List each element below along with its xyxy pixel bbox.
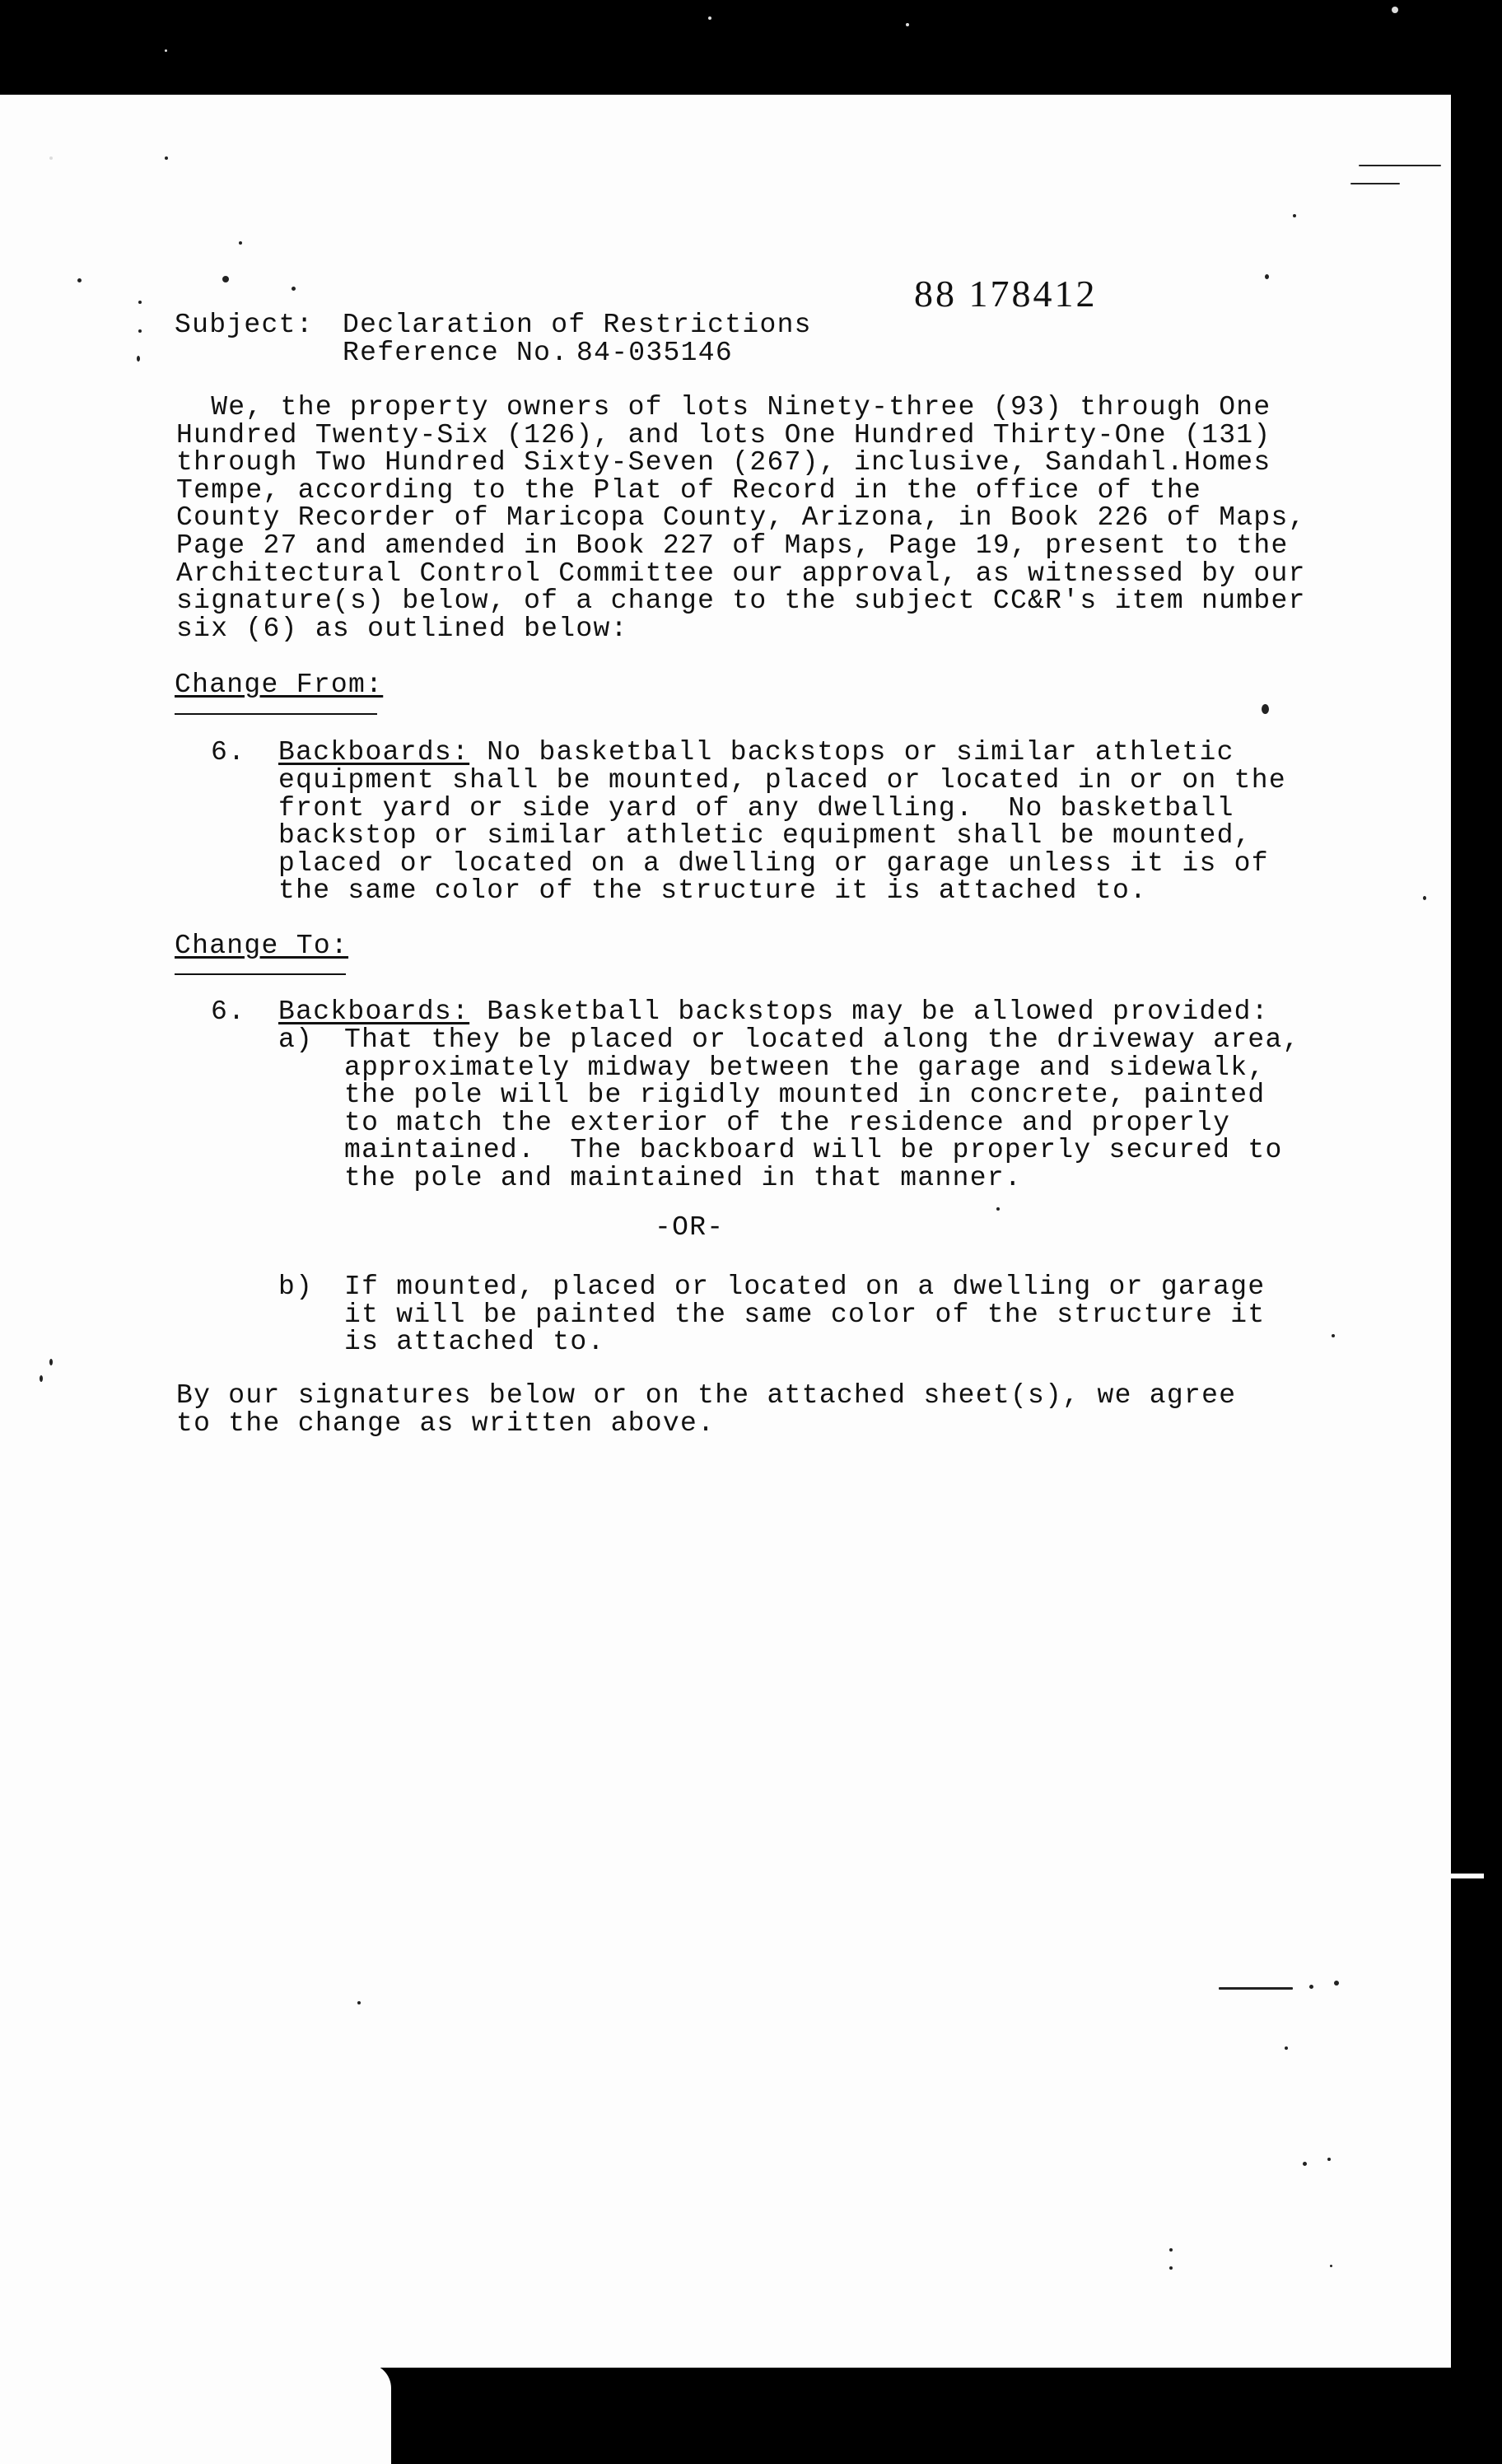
intro-line: County Recorder of Maricopa County, Arizona, in Book 226 of Maps, bbox=[176, 502, 1306, 534]
intro-paragraph bbox=[176, 394, 1306, 642]
item-a-line: to match the exterior of the residence and properly bbox=[344, 1107, 1231, 1138]
change-to-heading: Change To: bbox=[175, 931, 349, 961]
change-from-first-line bbox=[278, 739, 1234, 767]
subject-value: Declaration of Restrictions bbox=[343, 310, 812, 340]
intro-line: signature(s) below, of a change to the subject CC&R's item number bbox=[176, 586, 1306, 617]
intro-line: Page 27 and amended in Book 227 of Maps, Page 19, present to the bbox=[176, 530, 1289, 561]
item-a-line: the pole and maintained in that manner. bbox=[344, 1162, 1023, 1193]
change-from-line: equipment shall be mounted, placed or located in or on the bbox=[278, 765, 1286, 796]
item-b-line: is attached to. bbox=[344, 1327, 605, 1358]
change-from-line: the same color of the structure it is attached to. bbox=[278, 875, 1148, 907]
change-to-item-a bbox=[344, 1026, 1300, 1192]
change-from-line: backstop or similar athletic equipment shall be mounted, bbox=[278, 820, 1252, 852]
change-from-item-title: Backboards: bbox=[278, 737, 470, 768]
intro-line: We, the property owners of lots Ninety-three (93) through One bbox=[176, 392, 1271, 422]
intro-line: Tempe, according to the Plat of Record in the office of the bbox=[176, 474, 1202, 506]
subject-label: Subject: bbox=[175, 310, 314, 340]
change-to-item-title: Backboards: bbox=[278, 996, 470, 1027]
intro-line: Hundred Twenty-Six (126), and lots One Hundred Thirty-One (131) bbox=[176, 419, 1271, 450]
item-b-line: If mounted, placed or located on a dwelling or garage bbox=[344, 1272, 1266, 1302]
closing-paragraph bbox=[176, 1382, 1236, 1437]
reference-label: Reference No. bbox=[343, 338, 569, 368]
scan-edge bbox=[0, 2364, 391, 2464]
intro-line: Architectural Control Committee our approval, as witnessed by our bbox=[176, 558, 1306, 589]
change-from-item-number: 6. bbox=[211, 737, 246, 768]
document-number: 88 178412 bbox=[914, 273, 1098, 315]
change-to-item-b bbox=[344, 1273, 1265, 1356]
closing-line: to the change as written above. bbox=[176, 1407, 716, 1439]
change-from-body bbox=[278, 767, 1286, 905]
change-to-first-line-text: Basketball backstops may be allowed provided: bbox=[469, 996, 1269, 1027]
change-to-item-number: 6. bbox=[211, 996, 246, 1027]
change-from-heading: Change From: bbox=[175, 670, 384, 700]
change-from-double-rule bbox=[175, 713, 377, 715]
item-a-line: approximately midway between the garage and sidewalk, bbox=[344, 1052, 1266, 1083]
scan-edge-notch bbox=[1451, 1874, 1484, 1878]
item-a-line: maintained. The backboard will be properly secured to bbox=[344, 1135, 1283, 1166]
change-from-line: placed or located on a dwelling or garage unless it is of bbox=[278, 847, 1269, 879]
or-separator: -OR- bbox=[655, 1212, 725, 1243]
change-from-line: front yard or side yard of any dwelling. No basketball bbox=[278, 792, 1234, 824]
change-to-double-rule bbox=[175, 973, 346, 975]
item-a-line: That they be placed or located along the driveway area, bbox=[344, 1024, 1300, 1055]
change-to-first-line bbox=[278, 998, 1269, 1026]
reference-value: 84-035146 bbox=[576, 338, 733, 368]
intro-line: six (6) as outlined below: bbox=[176, 613, 628, 644]
intro-line: through Two Hundred Sixty-Seven (267), inclusive, Sandahl.Homes bbox=[176, 447, 1271, 478]
item-a-line: the pole will be rigidly mounted in concrete, painted bbox=[344, 1080, 1266, 1111]
item-b-line: it will be painted the same color of the structure it bbox=[344, 1299, 1266, 1330]
change-to-item-a-marker: a) bbox=[278, 1024, 314, 1055]
change-to-item-b-marker: b) bbox=[278, 1272, 314, 1302]
change-from-first-line-text: No basketball backstops or similar athletic bbox=[469, 737, 1234, 768]
closing-line: By our signatures below or on the attached sheet(s), we agree bbox=[176, 1380, 1237, 1411]
